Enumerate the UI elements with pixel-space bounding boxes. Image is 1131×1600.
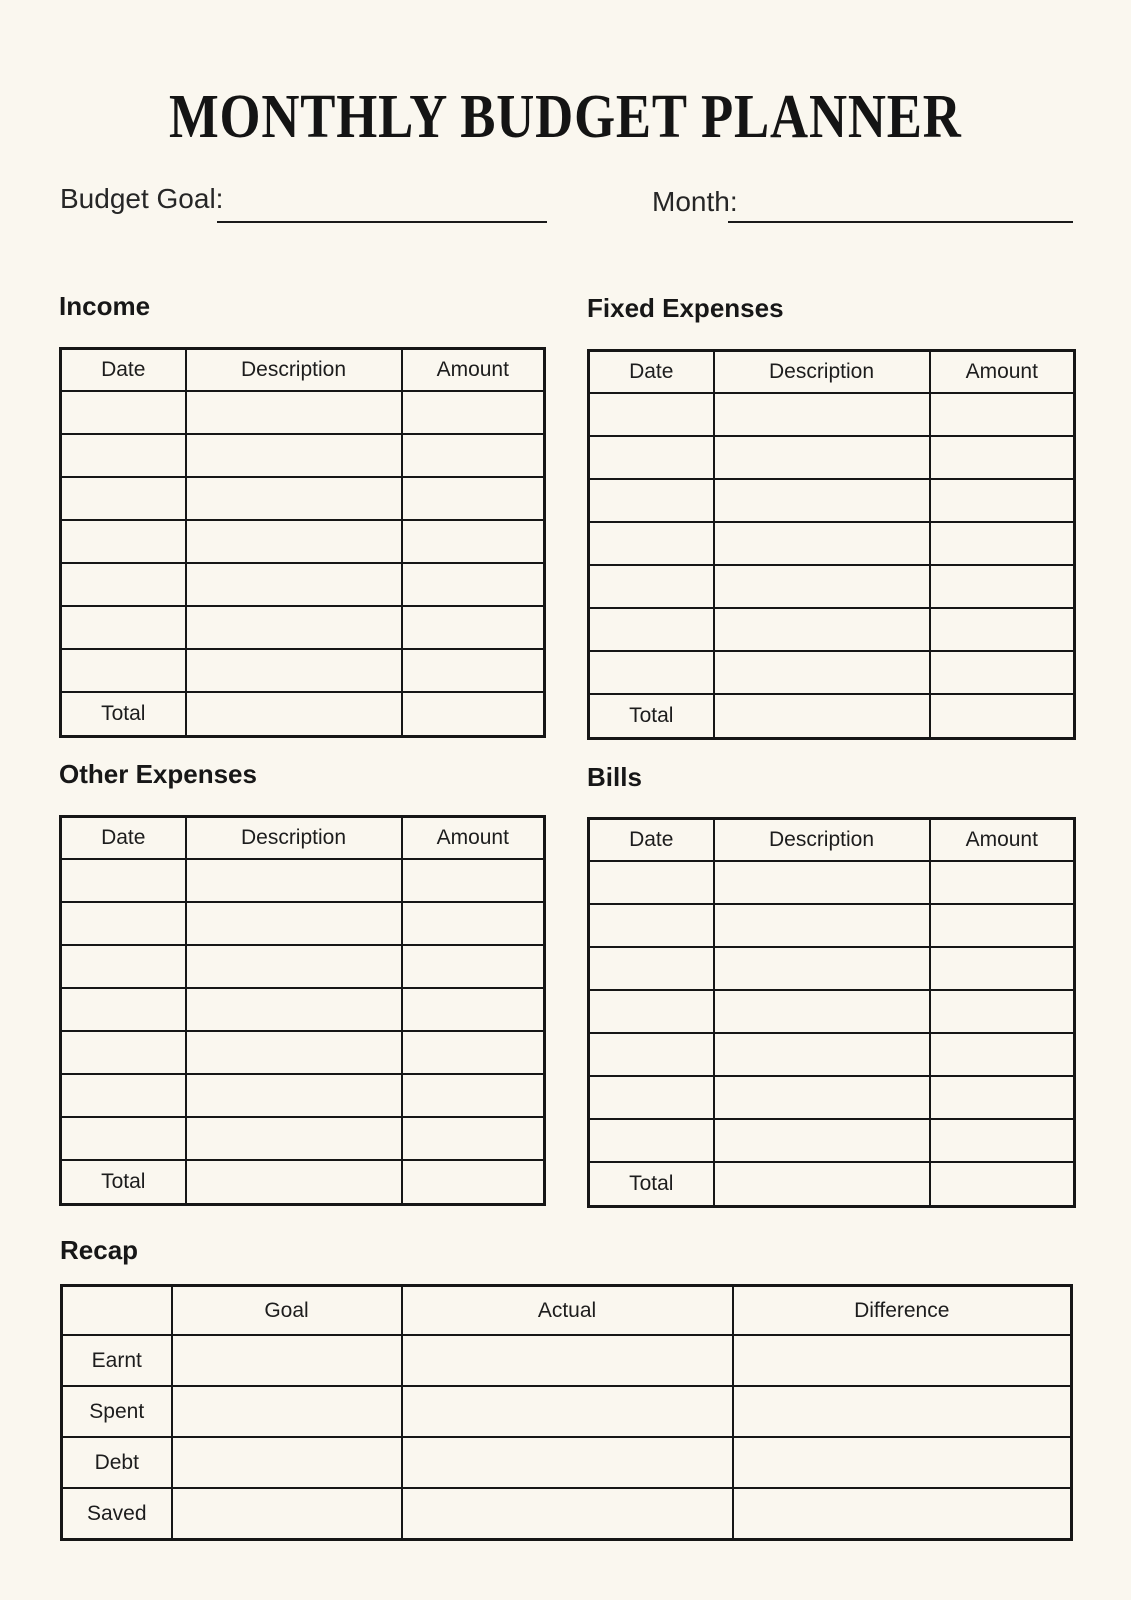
table-row	[589, 436, 1075, 479]
table-row	[589, 565, 1075, 608]
table-cell[interactable]	[930, 1162, 1075, 1207]
table-cell[interactable]	[61, 859, 186, 902]
table-cell[interactable]	[589, 1076, 714, 1119]
recap-row-debt	[62, 1437, 1072, 1488]
table-cell[interactable]	[61, 649, 186, 692]
table-cell[interactable]	[402, 1031, 545, 1074]
table-cell[interactable]	[172, 1437, 402, 1488]
table-cell[interactable]	[714, 436, 930, 479]
income-heading: Income	[59, 291, 151, 321]
table-cell[interactable]	[589, 393, 714, 436]
income-col-description: Description	[186, 349, 402, 392]
recap-heading: Recap	[60, 1235, 139, 1265]
table-row	[589, 904, 1075, 947]
table-cell[interactable]	[714, 608, 930, 651]
other-expenses-table	[59, 815, 546, 1206]
table-cell[interactable]	[172, 1488, 402, 1540]
recap-row-spent	[62, 1386, 1072, 1437]
table-cell[interactable]	[930, 861, 1075, 904]
table-cell[interactable]	[186, 902, 402, 945]
table-cell[interactable]	[714, 861, 930, 904]
recap-col-difference: Difference	[733, 1286, 1072, 1336]
table-cell[interactable]	[930, 436, 1075, 479]
table-cell[interactable]	[733, 1335, 1072, 1386]
table-cell[interactable]	[589, 1033, 714, 1076]
table-cell[interactable]	[589, 522, 714, 565]
table-row	[589, 522, 1075, 565]
table-cell[interactable]	[186, 563, 402, 606]
table-cell[interactable]	[714, 1033, 930, 1076]
page-title	[0, 83, 1131, 151]
table-row	[61, 1031, 545, 1074]
table-row	[589, 651, 1075, 694]
table-row	[589, 393, 1075, 436]
table-cell[interactable]	[930, 608, 1075, 651]
table-cell[interactable]	[930, 565, 1075, 608]
other-expenses-header-row	[61, 817, 545, 860]
bills-total-row	[589, 1162, 1075, 1207]
table-cell[interactable]	[402, 606, 545, 649]
table-cell[interactable]	[186, 945, 402, 988]
table-cell[interactable]	[930, 990, 1075, 1033]
table-cell[interactable]	[186, 1117, 402, 1160]
page-title-text: MONTHLY BUDGET PLANNER	[169, 83, 962, 151]
table-cell[interactable]	[186, 988, 402, 1031]
table-cell[interactable]	[61, 606, 186, 649]
table-cell[interactable]	[930, 651, 1075, 694]
fixed-expenses-total-row	[589, 694, 1075, 739]
table-cell[interactable]	[733, 1386, 1072, 1437]
table-cell[interactable]	[733, 1437, 1072, 1488]
table-cell[interactable]	[930, 947, 1075, 990]
income-total-label: Total	[61, 692, 186, 737]
table-row	[61, 391, 545, 434]
table-cell[interactable]	[930, 1033, 1075, 1076]
table-cell[interactable]	[714, 479, 930, 522]
other-expenses-col-amount: Amount	[402, 817, 545, 860]
table-cell[interactable]	[402, 477, 545, 520]
recap-row-saved	[62, 1488, 1072, 1540]
budget-goal-field[interactable]	[217, 221, 547, 223]
table-cell[interactable]	[714, 522, 930, 565]
table-cell[interactable]	[402, 945, 545, 988]
bills-table	[587, 817, 1076, 1208]
table-cell[interactable]	[172, 1386, 402, 1437]
table-cell[interactable]	[402, 692, 545, 737]
table-cell[interactable]	[186, 1160, 402, 1205]
table-cell[interactable]	[402, 902, 545, 945]
month-label: Month:	[652, 186, 738, 217]
table-cell[interactable]	[61, 434, 186, 477]
table-cell[interactable]	[61, 988, 186, 1031]
table-cell[interactable]	[402, 1160, 545, 1205]
table-row	[589, 861, 1075, 904]
table-row	[61, 563, 545, 606]
table-row	[589, 479, 1075, 522]
table-row	[589, 608, 1075, 651]
table-row	[61, 1117, 545, 1160]
table-cell[interactable]	[930, 479, 1075, 522]
fixed-expenses-table	[587, 349, 1076, 740]
table-row	[61, 945, 545, 988]
table-row	[61, 859, 545, 902]
table-cell[interactable]	[61, 563, 186, 606]
other-expenses-total-row	[61, 1160, 545, 1205]
table-cell[interactable]	[402, 434, 545, 477]
table-row	[61, 520, 545, 563]
table-cell[interactable]	[714, 393, 930, 436]
income-table	[59, 347, 546, 738]
table-cell[interactable]	[402, 520, 545, 563]
bills-header-row	[589, 819, 1075, 862]
table-cell[interactable]	[186, 520, 402, 563]
table-cell[interactable]	[402, 1335, 733, 1386]
recap-row-label-earnt: Earnt	[62, 1335, 172, 1386]
recap-col-goal: Goal	[172, 1286, 402, 1336]
other-expenses-col-description: Description	[186, 817, 402, 860]
table-cell[interactable]	[589, 436, 714, 479]
table-cell[interactable]	[186, 692, 402, 737]
table-row	[61, 434, 545, 477]
table-cell[interactable]	[61, 1074, 186, 1117]
table-cell[interactable]	[589, 947, 714, 990]
table-cell[interactable]	[589, 608, 714, 651]
recap-row-label-debt: Debt	[62, 1437, 172, 1488]
table-cell[interactable]	[172, 1335, 402, 1386]
table-cell[interactable]	[714, 1076, 930, 1119]
table-cell[interactable]	[733, 1488, 1072, 1540]
income-total-row	[61, 692, 545, 737]
table-row	[589, 990, 1075, 1033]
table-cell[interactable]	[402, 563, 545, 606]
other-expenses-total-label: Total	[61, 1160, 186, 1205]
recap-row-earnt	[62, 1335, 1072, 1386]
table-cell[interactable]	[589, 651, 714, 694]
table-row	[589, 1033, 1075, 1076]
bills-col-description: Description	[714, 819, 930, 862]
income-header-row	[61, 349, 545, 392]
table-cell[interactable]	[402, 1074, 545, 1117]
bills-total-label: Total	[589, 1162, 714, 1207]
table-cell[interactable]	[589, 565, 714, 608]
bills-col-date: Date	[589, 819, 714, 862]
other-expenses-heading: Other Expenses	[59, 759, 257, 789]
fixed-expenses-col-date: Date	[589, 351, 714, 394]
fixed-expenses-col-description: Description	[714, 351, 930, 394]
table-cell[interactable]	[930, 694, 1075, 739]
table-row	[61, 649, 545, 692]
table-cell[interactable]	[402, 391, 545, 434]
table-row	[61, 477, 545, 520]
other-expenses-col-date: Date	[61, 817, 186, 860]
recap-table	[60, 1284, 1073, 1541]
table-cell[interactable]	[402, 1117, 545, 1160]
bills-col-amount: Amount	[930, 819, 1075, 862]
table-cell[interactable]	[714, 651, 930, 694]
table-cell[interactable]	[186, 391, 402, 434]
table-cell[interactable]	[186, 477, 402, 520]
table-cell[interactable]	[714, 565, 930, 608]
table-row	[61, 606, 545, 649]
table-cell[interactable]	[930, 393, 1075, 436]
table-cell[interactable]	[402, 988, 545, 1031]
table-cell[interactable]	[930, 1119, 1075, 1162]
income-col-date: Date	[61, 349, 186, 392]
table-cell[interactable]	[186, 434, 402, 477]
table-cell[interactable]	[402, 649, 545, 692]
budget-goal-label: Budget Goal:	[60, 183, 224, 214]
table-cell[interactable]	[61, 1117, 186, 1160]
recap-col-blank	[62, 1286, 172, 1336]
table-cell[interactable]	[61, 477, 186, 520]
table-cell[interactable]	[714, 990, 930, 1033]
table-cell[interactable]	[402, 1488, 733, 1540]
fixed-expenses-header-row	[589, 351, 1075, 394]
month-field[interactable]	[728, 221, 1073, 223]
table-cell[interactable]	[589, 861, 714, 904]
table-cell[interactable]	[589, 1119, 714, 1162]
recap-row-label-saved: Saved	[62, 1488, 172, 1540]
fixed-expenses-total-label: Total	[589, 694, 714, 739]
table-cell[interactable]	[589, 479, 714, 522]
table-cell[interactable]	[186, 859, 402, 902]
table-row	[589, 1119, 1075, 1162]
bills-heading: Bills	[587, 762, 642, 792]
table-row	[61, 988, 545, 1031]
table-cell[interactable]	[402, 1386, 733, 1437]
table-cell[interactable]	[61, 391, 186, 434]
table-cell[interactable]	[714, 904, 930, 947]
table-row	[61, 902, 545, 945]
table-cell[interactable]	[186, 606, 402, 649]
table-cell[interactable]	[61, 945, 186, 988]
table-cell[interactable]	[930, 904, 1075, 947]
table-cell[interactable]	[186, 1031, 402, 1074]
income-col-amount: Amount	[402, 349, 545, 392]
table-row	[61, 1074, 545, 1117]
table-cell[interactable]	[402, 1437, 733, 1488]
recap-row-label-spent: Spent	[62, 1386, 172, 1437]
table-cell[interactable]	[589, 904, 714, 947]
table-cell[interactable]	[714, 694, 930, 739]
recap-col-actual: Actual	[402, 1286, 733, 1336]
table-cell[interactable]	[186, 1074, 402, 1117]
table-cell[interactable]	[61, 520, 186, 563]
table-cell[interactable]	[61, 1031, 186, 1074]
table-cell[interactable]	[714, 1119, 930, 1162]
table-cell[interactable]	[186, 649, 402, 692]
table-cell[interactable]	[61, 902, 186, 945]
table-cell[interactable]	[930, 1076, 1075, 1119]
table-cell[interactable]	[714, 947, 930, 990]
fixed-expenses-heading: Fixed Expenses	[587, 293, 784, 323]
recap-header-row	[62, 1286, 1072, 1336]
table-cell[interactable]	[589, 990, 714, 1033]
table-row	[589, 1076, 1075, 1119]
table-cell[interactable]	[402, 859, 545, 902]
fixed-expenses-col-amount: Amount	[930, 351, 1075, 394]
table-row	[589, 947, 1075, 990]
table-cell[interactable]	[930, 522, 1075, 565]
table-cell[interactable]	[714, 1162, 930, 1207]
